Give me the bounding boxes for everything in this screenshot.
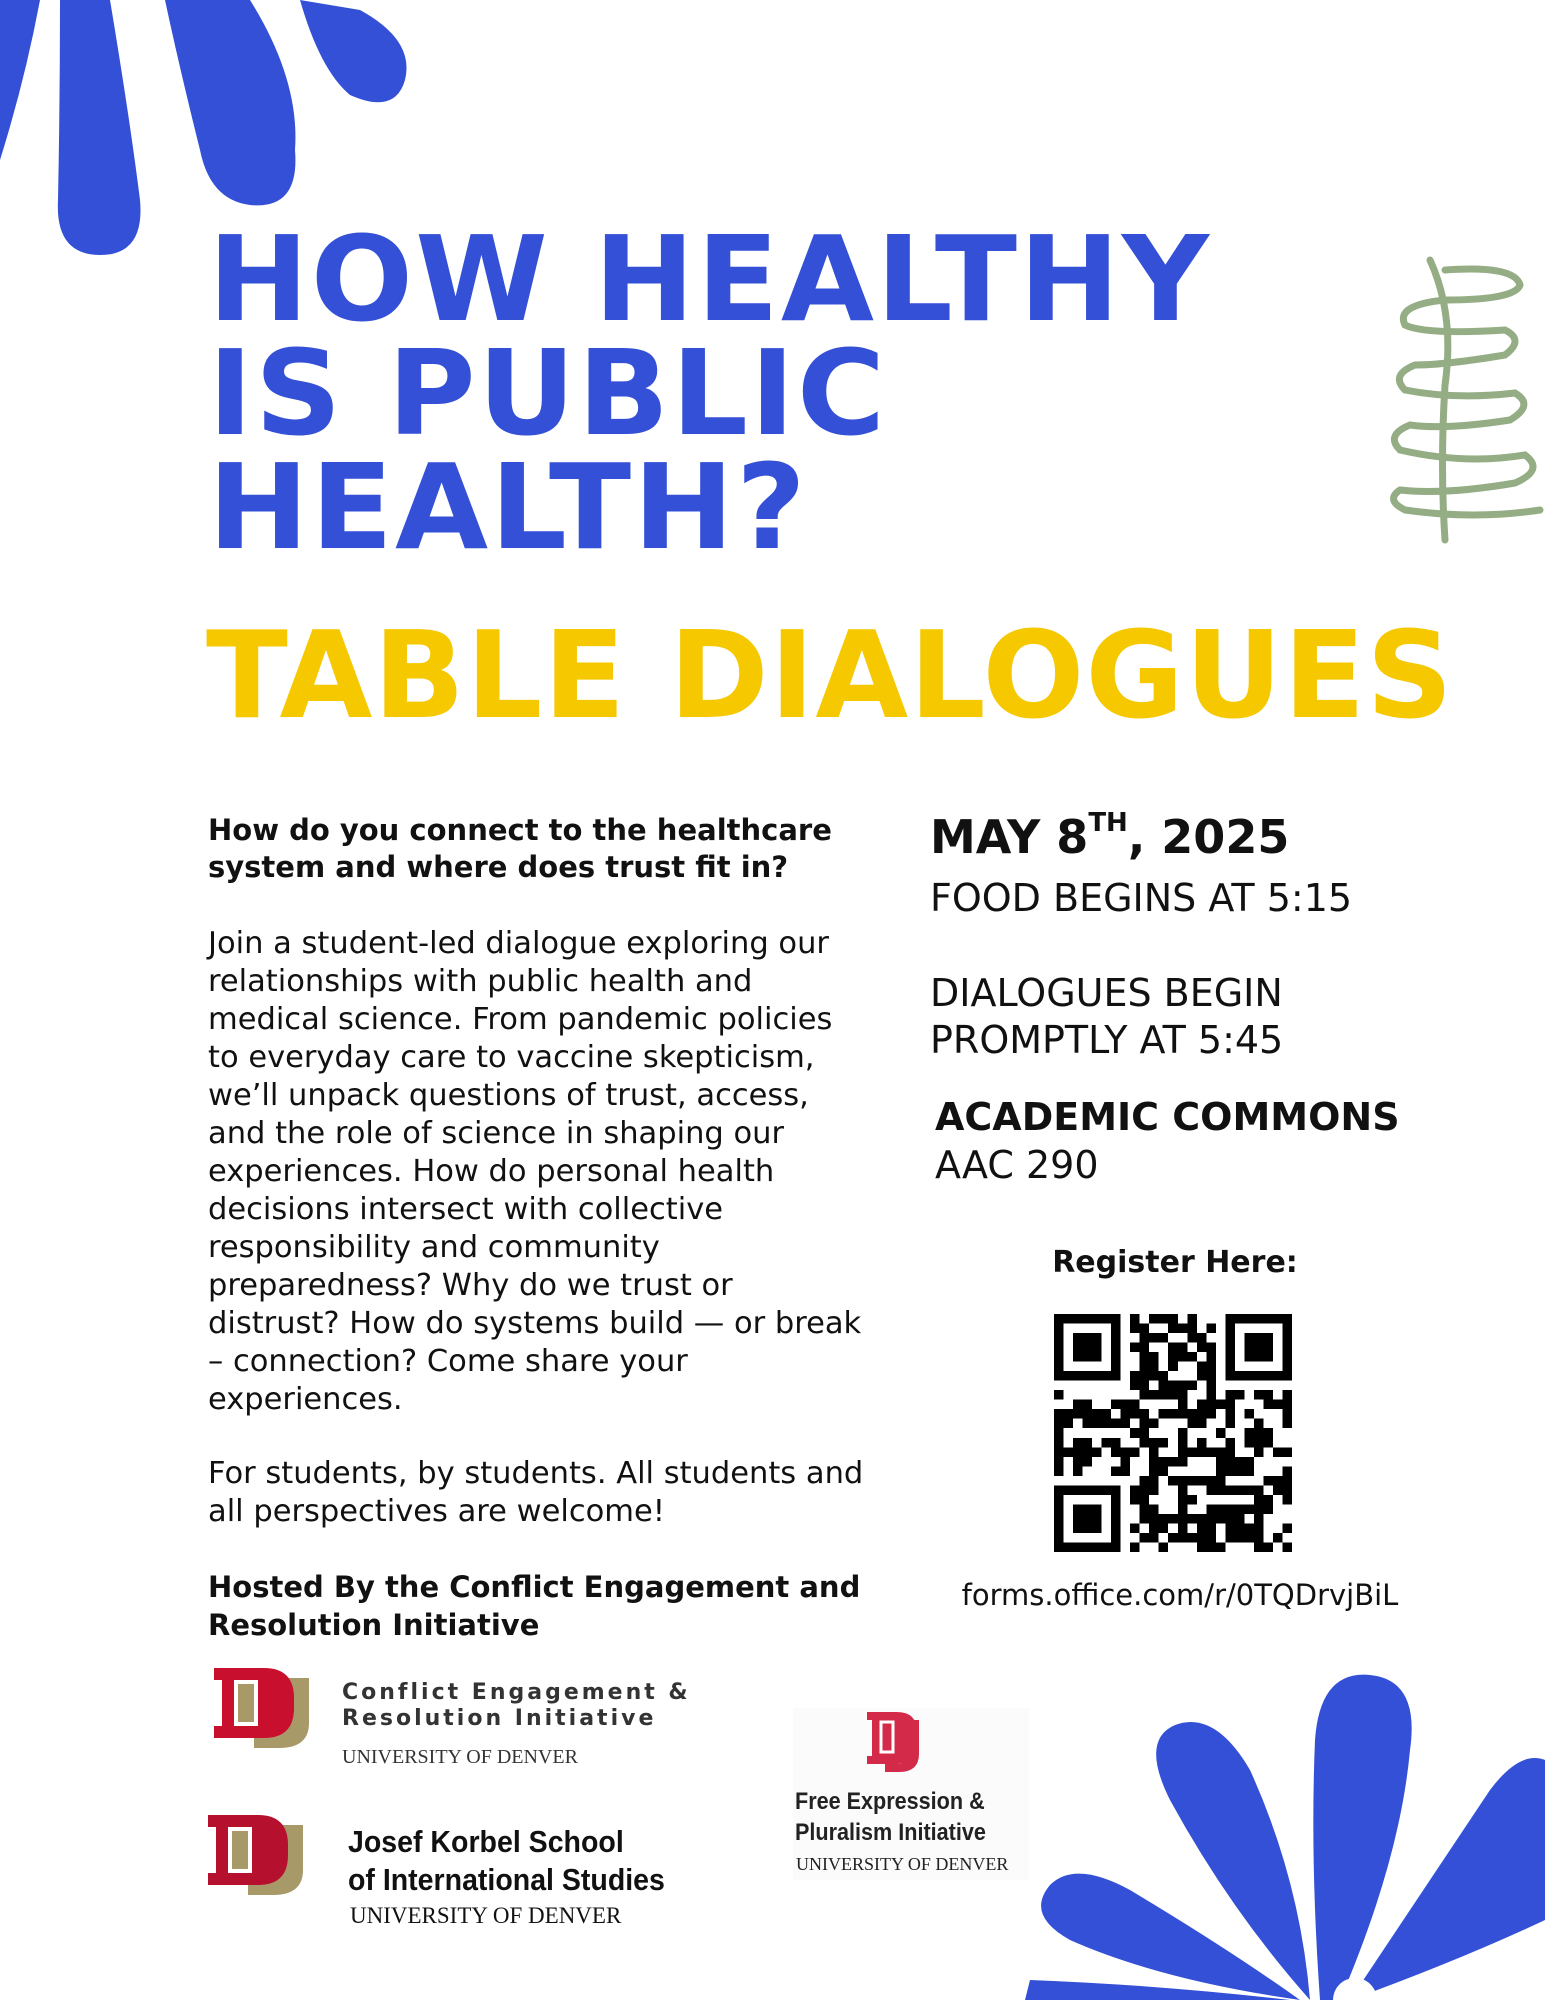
du-logo-icon <box>214 1668 324 1748</box>
ceri-name-line2: Resolution Initiative <box>342 1706 657 1731</box>
blue-flower-bottom-right-decoration <box>1010 1660 1545 2000</box>
korbel-university: UNIVERSITY OF DENVER <box>350 1903 622 1928</box>
qr-finder-pattern <box>1073 1504 1102 1533</box>
title-line: HEALTH? <box>208 438 808 576</box>
event-description: Join a student-led dialogue exploring our relationships with public health and medical science. From pandemic policies to everyday care to vaccine skepticism, we’ll unpack questions of trust, access, and the role of science in shaping our experiences. How do personal health decisions intersect with collective responsibility and community preparedness? Why do we trust or distrust? How do systems build — or break – connection? Come share your experiences. <box>208 926 862 1417</box>
qr-finder-pattern <box>1244 1333 1273 1362</box>
date-year: , 2025 <box>1127 810 1290 864</box>
hosted-by: Hosted By the Conflict Engagement and Resolution Initiative <box>208 1570 861 1642</box>
closing-note: For students, by students. All students and all perspectives are welcome! <box>208 1456 864 1529</box>
register-label: Register Here: <box>1052 1245 1298 1280</box>
korbel-name-line1: Josef Korbel School <box>348 1824 624 1859</box>
registration-url[interactable]: forms.office.com/r/0TQDrvjBiL <box>961 1578 1399 1612</box>
du-logo-icon <box>208 1815 318 1895</box>
venue: ACADEMIC COMMONS <box>935 1095 1400 1139</box>
date-main: MAY 8 <box>930 810 1089 864</box>
qr-finder-pattern <box>1073 1333 1102 1362</box>
lead-question: How do you connect to the healthcare system and where does trust fit in? <box>208 813 832 884</box>
registration-qr-code[interactable] <box>1054 1314 1292 1552</box>
room: AAC 290 <box>935 1143 1099 1187</box>
dialogues-time-line2: PROMPTLY AT 5:45 <box>930 1018 1284 1062</box>
event-date <box>930 808 1289 864</box>
ceri-university: UNIVERSITY OF DENVER <box>342 1746 578 1768</box>
fepi-logo <box>793 1708 1029 1880</box>
korbel-name-line2: of International Studies <box>348 1862 665 1897</box>
date-suffix: TH <box>1088 808 1128 838</box>
fepi-name-line1: Free Expression & <box>795 1788 985 1815</box>
dialogues-time-line1: DIALOGUES BEGIN <box>930 971 1283 1015</box>
fepi-university: UNIVERSITY OF DENVER <box>796 1854 1009 1874</box>
fepi-name-line2: Pluralism Initiative <box>795 1819 986 1846</box>
event-title <box>208 210 1212 576</box>
title-line: IS PUBLIC <box>208 324 888 462</box>
green-spiral-decoration <box>1385 255 1545 545</box>
event-subtitle: TABLE DIALOGUES <box>206 607 1454 746</box>
food-time: FOOD BEGINS AT 5:15 <box>930 876 1353 920</box>
korbel-logo <box>208 1815 665 1928</box>
ceri-logo <box>214 1668 691 1768</box>
du-logo-icon <box>867 1712 927 1774</box>
title-line: HOW HEALTHY <box>208 210 1212 348</box>
ceri-name-line1: Conflict Engagement & <box>342 1680 691 1705</box>
